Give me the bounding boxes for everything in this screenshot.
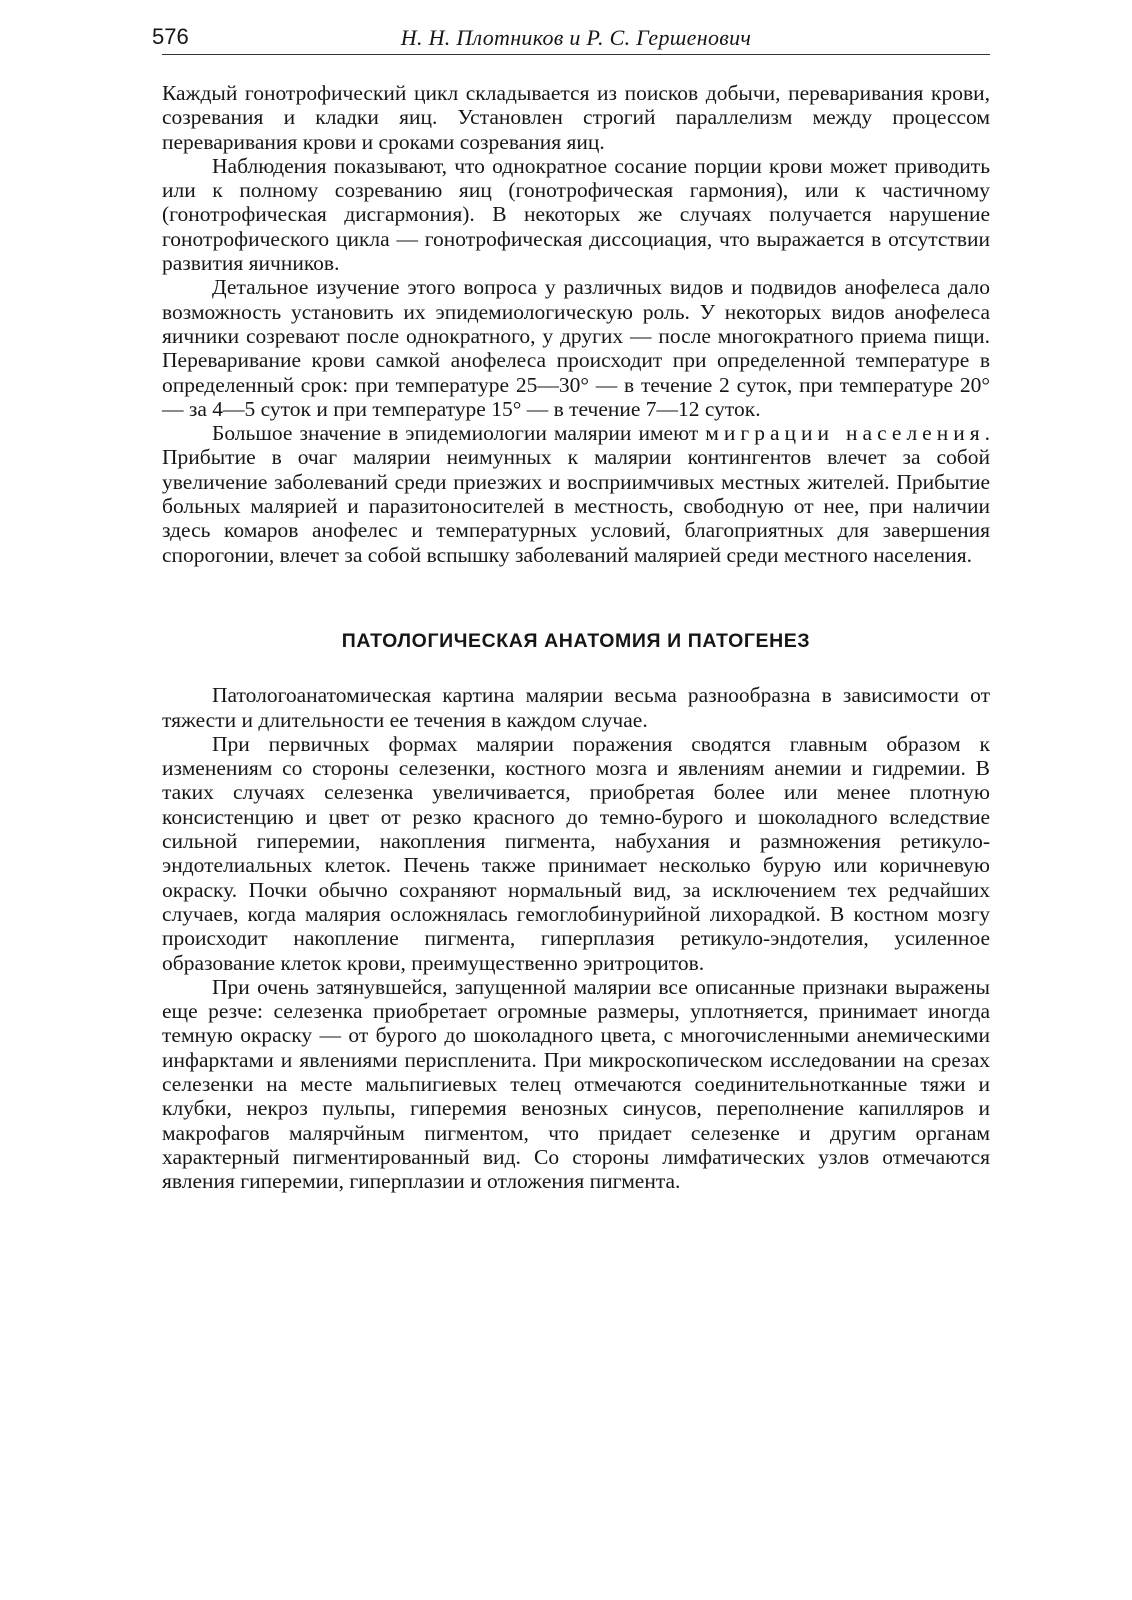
section-heading: ПАТОЛОГИЧЕСКАЯ АНАТОМИЯ И ПАТОГЕНЕЗ <box>341 629 811 652</box>
paragraph-chronic-malaria: При очень затянувшейся, запущенной малярии все описанные признаки выражены еще резче: селезенка приобретает огромные размеры, уплотняется, принимает иногда темную окраску — от бурого до шоколадного цвета, с многочисленными анемическими инфарктами и явлениями периспленита. При микроскопическом исследовании на срезах селезенки на месте мальпигиевых телец отмечаются соединительнотканные тяжи и клубки, некроз пульпы, гиперемия венозных синусов, переполнение капилляров и макрофагов малярчйным пигментом, что придает селезенке и другим органам характерный пигментированный вид. Со стороны лимфатических узлов отмечаются явления гиперемии, гиперплазии и отложения пигмента. <box>162 974 990 1194</box>
migration-text-end: . Прибытие в очаг малярии неимунных к малярии контингентов влечет за собой увеличение заболеваний среди приезжих и восприимчивых местных жителей. Прибытие больных малярией и паразитоносителей в местность, свободную от нее, при наличии здесь комаров анофелес и температурных условий, благоприятных для завершения спорогонии, влечет за собой вспышку заболеваний малярией среди местного населения. <box>162 421 990 567</box>
paragraph-gonotrophic-cycle: Каждый гонотрофический цикл складывается из поисков добычи, переваривания крови, созревания и кладки яиц. Установлен строгий параллелизм между процессом переваривания крови и сроками созревания яиц. <box>162 81 990 154</box>
running-head <box>152 20 990 55</box>
paragraph-observations: Наблюдения показывают, что однократное сосание порции крови может приводить или к полному созреванию яиц (гонотрофическая гармония), или к частичному (гонотрофическая дисгармония). В некоторых же случаях получается нарушение гонотрофического цикла — гонотрофическая диссоциация, что выражается в отсутствии развития яичников. <box>162 153 990 276</box>
paragraph-primary-forms: При первичных формах малярии поражения сводятся главным образом к изменениям со стороны селезенки, костного мозга и явлениям анемии и гидремии. В таких случаях селезенка увеличивается, приобретая более или менее плотную консистенцию и цвет от резко красного до темно-бурого и шоколадного вследствие сильной гиперемии, накопления пигмента, набухания и размножения ретикуло-эндотелиальных клеток. Печень также принимает несколько бурую или коричневую окраску. Почки обычно сохраняют нормальный вид, за исключением тех редчайших случаев, когда малярия осложнялась гемоглобинурийной лихорадкой. В костном мозгу происходит накопление пигмента, гиперплазия ретикуло-эндотелия, усиленное образование клеток крови, преимущественно эритроцитов. <box>162 731 990 975</box>
body-text <box>162 81 990 1193</box>
page-number: 576 <box>152 24 189 49</box>
migration-emphasis: миграции населения <box>705 421 985 446</box>
paragraph-migration <box>162 421 990 567</box>
book-page <box>152 20 990 1194</box>
paragraph-pathology-overview: Патологоанатомическая картина малярии весьма разнообразна в зависимости от тяжести и длительности ее течения в каждом случае. <box>162 683 990 732</box>
running-title: Н. Н. Плотников и Р. С. Гершенович <box>400 25 752 50</box>
migration-text-start: Большое значение в эпидемиологии малярии имеют <box>212 421 706 446</box>
paragraph-species-study: Детальное изучение этого вопроса у различных видов и подвидов анофелеса дало возможность установить их эпидемиологическую роль. У некоторых видов анофелеса яичники созревают после однократного, у других — после многократного приема пищи. Переваривание крови самкой анофелеса происходит при определенной температуре в определенный срок: при температуре 25—30° — в течение 2 суток, при температуре 20° — за 4—5 суток и при температуре 15° — в течение 7—12 суток. <box>162 275 990 421</box>
